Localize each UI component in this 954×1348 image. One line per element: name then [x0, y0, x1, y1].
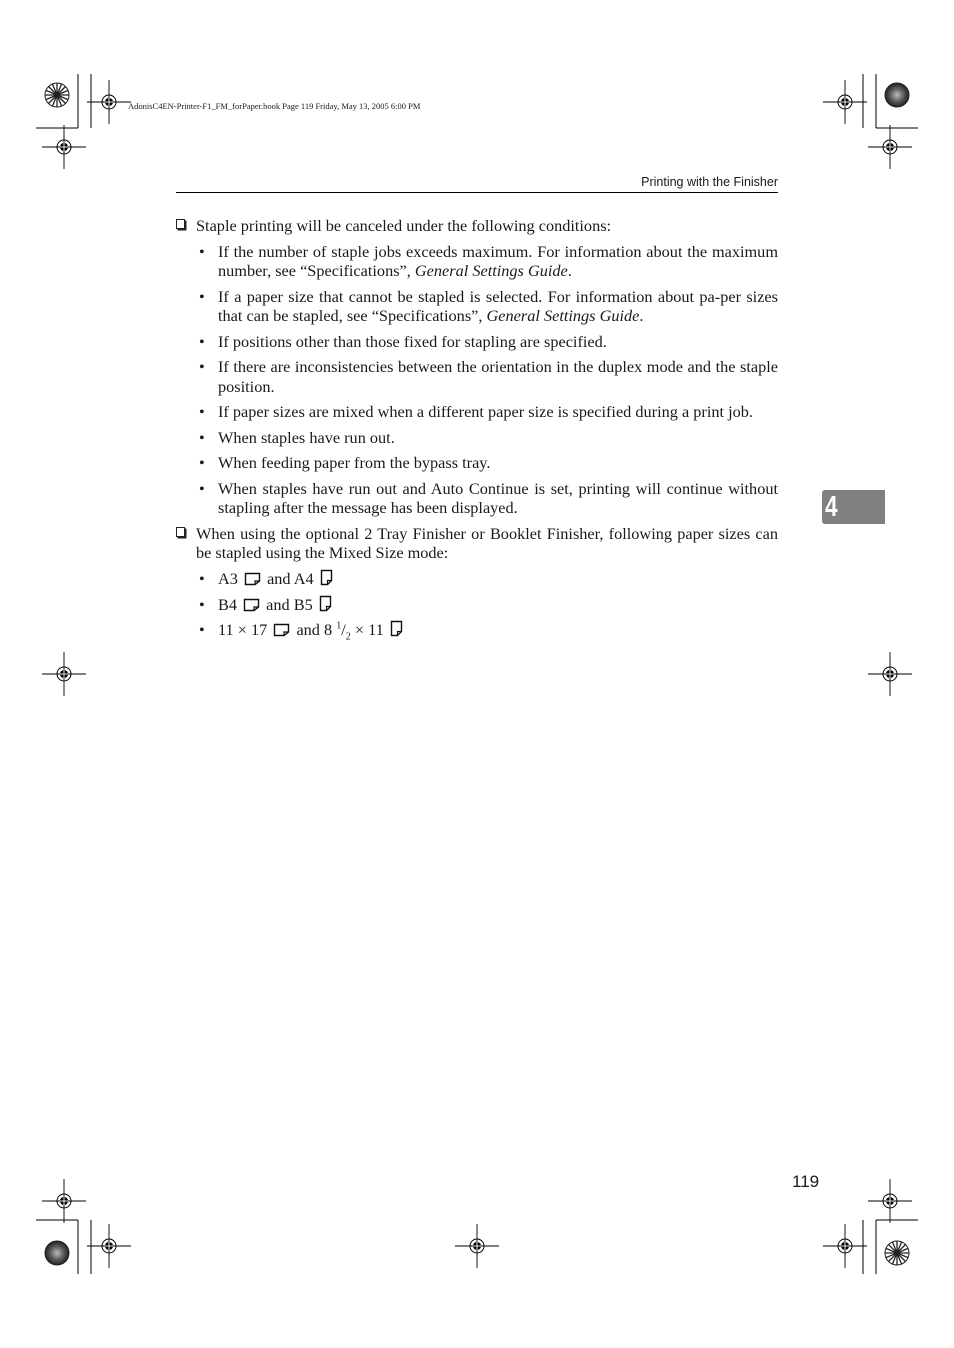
note-mixed-size — [176, 524, 778, 562]
book-info-slug: AdonisC4EN-Printer-F1_FM_forPaper.book Page 119 Friday, May 13, 2005 6:00 PM — [128, 101, 421, 111]
paper-portrait-icon — [320, 569, 333, 586]
cancel-conditions-list — [176, 242, 778, 517]
running-head: Printing with the Finisher — [641, 175, 778, 189]
manual-reference: General Settings Guide — [414, 261, 568, 281]
page-number: 119 — [792, 1172, 820, 1191]
note-staple-canceled — [176, 216, 778, 235]
list-item: • When feeding paper from the bypass tray. — [176, 453, 778, 472]
chapter-number: 4 — [825, 491, 838, 523]
list-item: • 11 × 17 and 8 $^1/_2 \times 11$ — [176, 620, 778, 639]
note-checkbox-icon — [176, 527, 185, 537]
list-item: • A3 and A4 — [176, 569, 778, 588]
note-text: Staple printing will be canceled under the following conditions: — [196, 216, 612, 235]
chapter-tab — [822, 490, 885, 524]
list-item: • If paper sizes are mixed when a different paper size is specified during a print job. — [176, 402, 778, 421]
list-item: • If a paper size that cannot be stapled is selected. For information about pa-per sizes that can be stapled, see “Specifications”, General Settings Guide. — [176, 287, 778, 325]
paper-landscape-icon — [244, 572, 261, 586]
paper-landscape-icon — [243, 598, 260, 612]
paper-landscape-icon — [273, 623, 290, 637]
mixed-size-list — [176, 569, 778, 643]
note-text: When using the optional 2 Tray Finisher or Booklet Finisher, following paper sizes can be stapled using the Mixed Size mode: — [196, 523, 778, 562]
header-rule — [176, 192, 778, 193]
list-item: • If the number of staple jobs exceeds maximum. For information about the maximum number, see “Specifications”, General Settings Guide. — [176, 242, 778, 280]
list-item: • When staples have run out. — [176, 428, 778, 447]
list-item: • B4 and B5 — [176, 595, 778, 614]
list-item: • If there are inconsistencies between the orientation in the duplex mode and the staple position. — [176, 357, 778, 395]
paper-portrait-icon — [319, 595, 332, 612]
paper-portrait-icon — [390, 620, 403, 637]
list-item: • If positions other than those fixed for stapling are specified. — [176, 332, 778, 351]
list-item: • When staples have run out and Auto Continue is set, printing will continue without stapling after the message has been displayed. — [176, 479, 778, 517]
manual-reference: General Settings Guide — [486, 306, 640, 326]
note-checkbox-icon — [176, 219, 185, 229]
page-content — [176, 216, 778, 646]
